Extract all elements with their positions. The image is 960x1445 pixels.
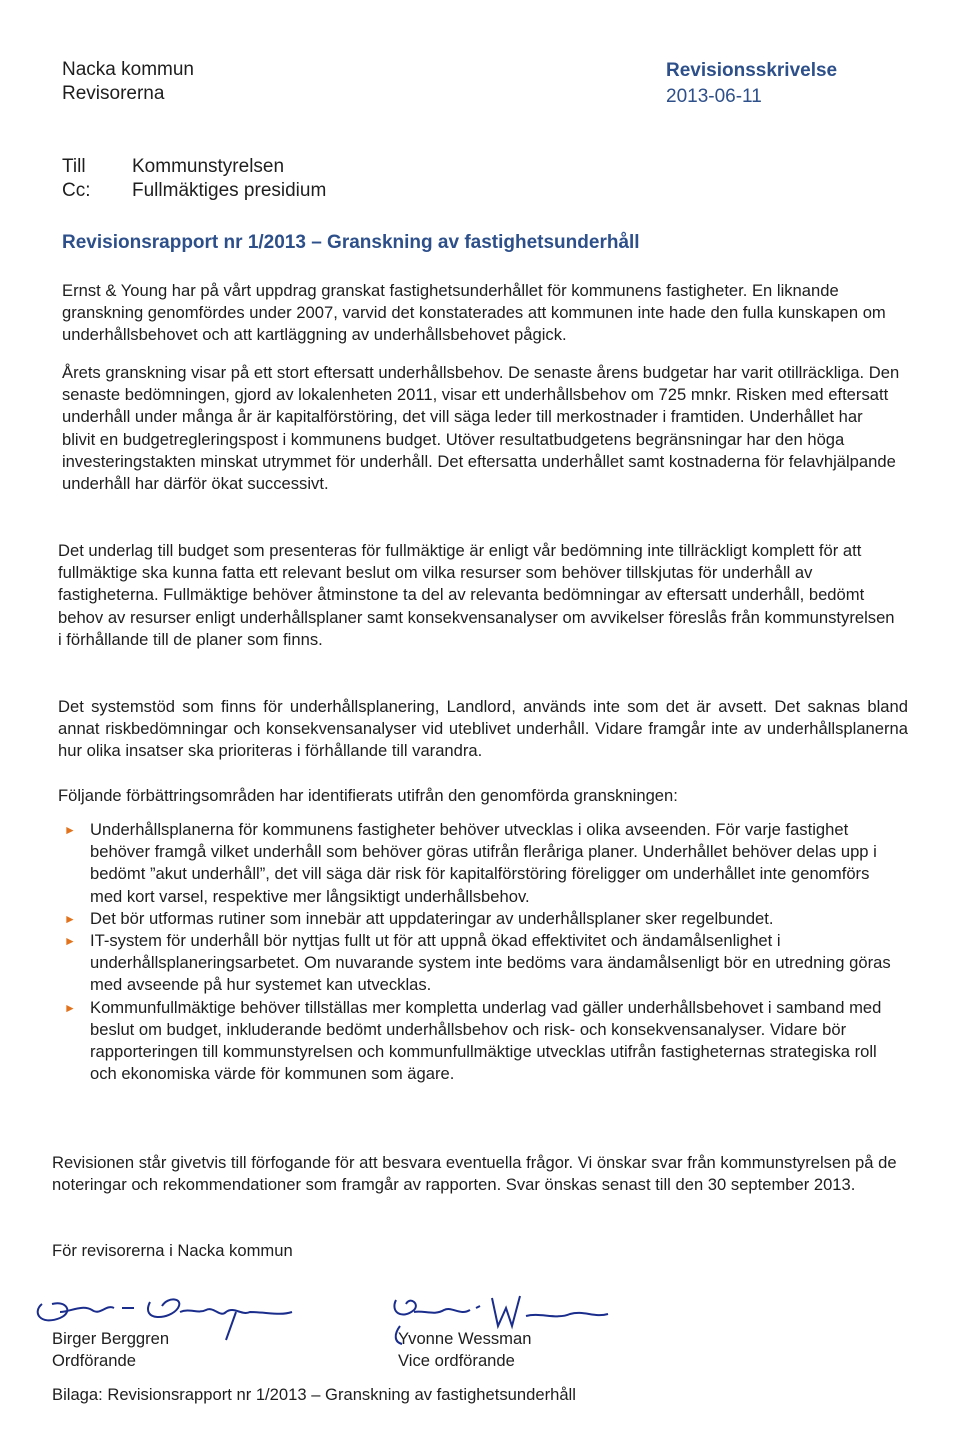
recipients — [62, 155, 326, 203]
paragraph-closing — [52, 1152, 904, 1196]
signatory-role: Ordförande — [52, 1351, 136, 1370]
org-header — [62, 58, 194, 106]
sign-off: För revisorerna i Nacka kommun — [52, 1241, 293, 1260]
signatory-name: Yvonne Wessman — [398, 1329, 532, 1348]
paragraph-text: Följande förbättringsområden har identifierats utifrån den genomförda granskningen: — [58, 786, 678, 805]
list-item-text: Underhållsplanerna för kommunens fastigheter behöver utvecklas i olika avseenden. För varje fastighet behöver framgå vilket underhåll som behöver göras utifrån fleråriga planer. Underhållet behöver delas upp i bedömt ”akut underhåll”, det vill säga där risk för kapitalförstöring föreligger om underhållet inte genomförs med kort varsel, respektive mer långsiktigt underhållsbehov. — [90, 820, 877, 906]
paragraph-text: Det underlag till budget som presenteras för fullmäktige är enligt vår bedömning inte tillräckligt komplett för att fullmäktige ska kunna fatta ett relevant beslut om vilka resurser som behöver tillskjutas för underhåll av fastigheterna. Fullmäktige behöver åtminstone ta del av relevanta bedömningar av eftersatt underhåll, bedömt behov av resurser enligt underhållsplaner samt konsekvensanalyser om avvikelser föreslås från kommunstyrelsen i förhållande till de planer som finns. — [58, 541, 895, 649]
paragraph-intro — [62, 280, 900, 347]
paragraph-findings — [62, 362, 900, 495]
signatory-role: Vice ordförande — [398, 1351, 515, 1370]
list-item — [62, 819, 904, 908]
paragraph-text: Årets granskning visar på ett stort eftersatt underhållsbehov. De senaste årens budgetar har varit otillräckliga. Den senaste bedömningen, gjord av lokalenheten 2011, visar ett underhållsbehov om 725 mnkr. Risken med eftersatt underhåll under många år är kapitalförstöring, det vill säga leder till merkostnader i framtiden. Underhållet har blivit en budgetregleringspost i kommunens budget. Utöver resultatbudgetens begränsningar har den höga investeringstakten minskat utrymmet för underhåll. Det eftersatta underhållet samt kostnaderna för felavhjälpande underhåll har därför ökat successivt. — [62, 363, 900, 494]
org-name: Nacka kommun — [62, 59, 194, 80]
paragraph-text: Ernst & Young har på vårt uppdrag granskat fastighetsunderhållet för kommunens fastigheter. En liknande granskning genomfördes under 2007, varvid det konstaterades att kommunen inte hade den fulla kunskapen om underhållsbehovet och att kartläggning av underhållsbehovet pågick. — [62, 281, 886, 345]
paragraph-improvements-intro — [58, 785, 898, 807]
recipient-value: Fullmäktiges presidium — [132, 180, 327, 201]
signatory-vice-chair — [398, 1328, 531, 1372]
attachment-note: Bilaga: Revisionsrapport nr 1/2013 – Granskning av fastighetsunderhåll — [52, 1385, 576, 1404]
bullet-arrow-icon: ► — [64, 1000, 76, 1015]
signatory-name: Birger Berggren — [52, 1329, 170, 1348]
improvement-list — [62, 819, 904, 1085]
report-heading: Revisionsrapport nr 1/2013 – Granskning av fastighetsunderhåll — [62, 232, 640, 253]
list-item — [62, 908, 904, 930]
paragraph-system — [58, 696, 908, 763]
recipient-label: Cc: — [62, 180, 91, 201]
list-item-text: Kommunfullmäktige behöver tillställas mer kompletta underlag vad gäller underhållsbehovet i samband med beslut om budget, inkluderande bedömt underhållsbehov och risk- och konsekvensanalyser. Vidare bör rapporteringen till kommunstyrelsen och kommunfullmäktige utvecklas utifrån fastigheternas strategiska roll och ekonomiska värde för kommunen som ägare. — [90, 997, 882, 1084]
recipient-row — [62, 155, 326, 179]
list-item-text: IT-system för underhåll bör nyttjas fullt ut för att uppnå ökad effektivitet och ändamålsenlighet i underhållsplaneringsarbetet. Om nuvarande system inte bedöms vara ändamålsenligt bör en utredning göras med avseende på hur systemet kan utvecklas. — [90, 931, 891, 995]
list-item — [62, 997, 904, 1086]
org-unit: Revisorerna — [62, 83, 165, 104]
list-item — [62, 930, 904, 997]
recipient-label: Till — [62, 156, 86, 177]
signatory-chair — [52, 1328, 169, 1372]
list-item-text: Det bör utformas rutiner som innebär att uppdateringar av underhållsplaner sker regelbundet. — [90, 908, 774, 928]
doc-date: 2013-06-11 — [666, 86, 762, 107]
paragraph-text: Revisionen står givetvis till förfogande för att besvara eventuella frågor. Vi önskar svar från kommunstyrelsen på de noteringar och rekommendationer som framgår av rapporten. Svar önskas senast till den 30 september 2013. — [52, 1153, 897, 1195]
bullet-arrow-icon: ► — [64, 823, 76, 837]
bullet-arrow-icon: ► — [64, 911, 76, 926]
bullet-arrow-icon: ► — [64, 934, 76, 949]
doc-type: Revisionsskrivelse — [666, 60, 838, 81]
paragraph-budget — [58, 540, 900, 651]
doc-meta — [666, 58, 837, 110]
paragraph-text: Det systemstöd som finns för underhållsplanering, Landlord, används inte som det är avsett. Det saknas bland annat riskbedömningar och konsekvensanalyser vid uteblivet underhåll. Vidare framgår inte av underhållsplanerna hur olika insatser ska prioriteras i förhållande till varandra. — [58, 697, 908, 761]
recipient-value: Kommunstyrelsen — [132, 156, 285, 177]
recipient-row — [62, 179, 326, 203]
